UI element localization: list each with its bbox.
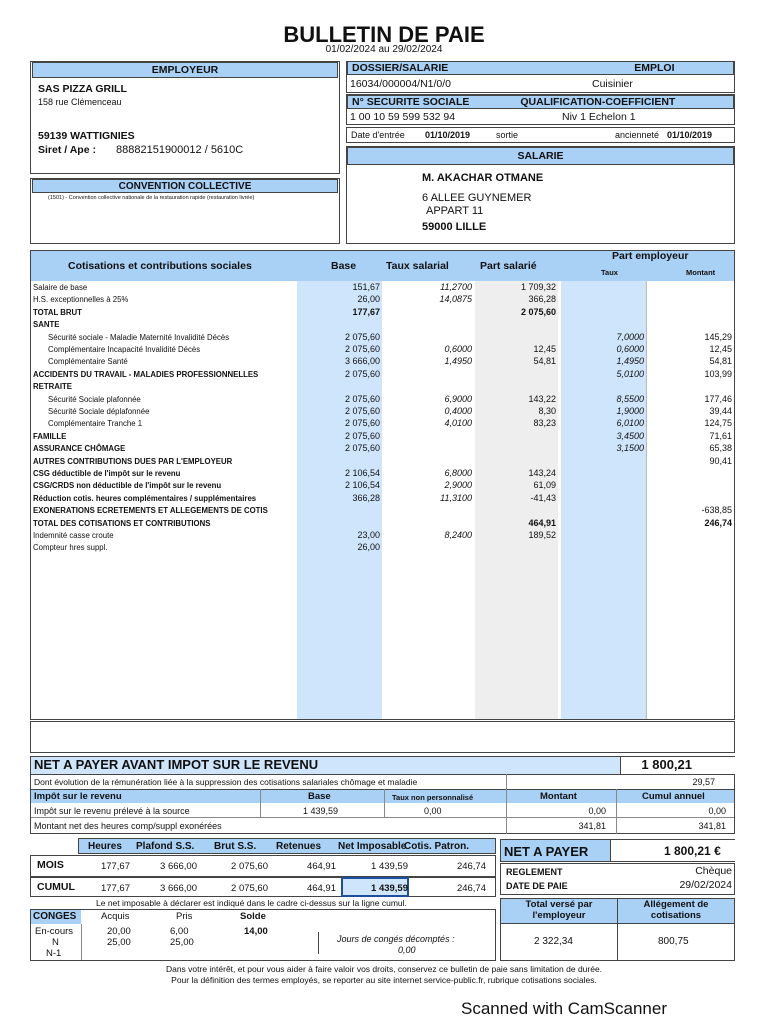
emploi-value: Cuisinier <box>592 78 633 90</box>
row-taux-salarial: 6,8000 <box>444 468 472 478</box>
impot-row1-cumul: 0,00 <box>708 806 726 816</box>
summary-cumul-5: 246,74 <box>456 883 486 894</box>
total-verse-label: Total versé par l'employeur <box>525 899 593 921</box>
row-taux-employeur: 6,0100 <box>616 418 644 429</box>
impot-montant-header: Montant <box>540 791 577 802</box>
seniority-label: ancienneté <box>615 130 660 140</box>
convention-text: (1501) - Convention collective nationale de la restauration rapide (restauration livrée) <box>48 195 255 201</box>
row-label: H.S. exceptionnelles à 25% <box>33 295 129 305</box>
row-label: TOTAL DES COTISATIONS ET CONTRIBUTIONS <box>33 518 211 528</box>
row-montant-employeur: 246,74 <box>704 517 732 528</box>
allegement-label: Allégement de cotisations <box>643 899 709 921</box>
impot-cumul-header: Cumul annuel <box>642 791 705 802</box>
impot-row1-montant: 0,00 <box>588 806 606 816</box>
summary-cumul-3: 464,91 <box>306 883 336 894</box>
row-label: Sécurité sociale - Maladie Maternité Invalidité Décès <box>48 332 230 342</box>
summary-mois-5: 246,74 <box>456 861 486 872</box>
conges-solde-header: Solde <box>240 911 266 922</box>
row-label: Sécurité Sociale plafonnée <box>48 394 141 404</box>
row-montant-employeur: -638,85 <box>701 505 732 516</box>
summary-header-3: Retenues <box>276 841 322 852</box>
col-taux-header: Taux salarial <box>386 260 449 272</box>
row-montant-employeur: 177,46 <box>704 393 732 404</box>
row-taux-salarial: 1,4950 <box>444 356 472 367</box>
employer-address: 158 rue Clémenceau <box>38 97 122 107</box>
page-title: BULLETIN DE PAIE <box>283 22 485 47</box>
row-part-salarie: 143,22 <box>528 393 556 404</box>
summary-cumul-2: 2 075,60 <box>231 883 268 894</box>
summary-cumul-1: 3 666,00 <box>160 883 197 894</box>
row-taux-employeur: 5,0100 <box>616 368 644 379</box>
row-taux-employeur: 1,9000 <box>616 406 644 416</box>
net-to-pay-amount: 1 800,21 <box>664 844 711 858</box>
employer-city: 59139 WATTIGNIES <box>38 130 135 142</box>
reglement-value: Chèque <box>695 865 732 877</box>
impot-row1-label: Impôt sur le revenu prélevé à la source <box>34 806 190 816</box>
conges-row-solde: 14,00 <box>244 926 268 937</box>
siret-label: Siret / Ape : <box>38 144 96 156</box>
row-taux-salarial: 6,9000 <box>444 393 472 404</box>
col-emp-header: Part employeur <box>612 250 689 262</box>
emploi-label: EMPLOI <box>634 62 675 74</box>
salarie-name: M. AKACHAR OTMANE <box>422 172 544 184</box>
row-base: 2 075,60 <box>344 344 380 354</box>
row-label: RETRAITE <box>33 382 72 392</box>
allegement-value: 800,75 <box>658 936 689 947</box>
row-montant-employeur: 145,29 <box>704 331 732 342</box>
row-montant-employeur: 103,99 <box>704 368 732 379</box>
dossier-header <box>347 61 734 75</box>
impot-row2-cumul: 341,81 <box>698 821 726 831</box>
summary-mois-1: 3 666,00 <box>160 861 197 872</box>
impot-row1-base: 1 439,59 <box>303 806 339 816</box>
exit-label: sortie <box>496 130 519 140</box>
row-base: 2 075,60 <box>344 430 380 441</box>
summary-header-0: Heures <box>88 841 122 852</box>
period-from: 01/02/2024 <box>325 44 376 55</box>
row-label: Réduction cotis. heures complémentaires / supplémentaires <box>33 493 257 503</box>
period-to: 29/02/2024 <box>392 44 443 55</box>
qualif-value: Niv 1 Echelon 1 <box>562 111 636 123</box>
conges-row-pris: 6,00 <box>170 926 189 937</box>
row-part-salarie: 366,28 <box>528 294 556 305</box>
col-emp-montant-header: Montant <box>686 268 716 277</box>
row-label: CSG déductible de l'impôt sur le revenu <box>33 469 181 478</box>
evolution-value: 29,57 <box>692 777 715 787</box>
total-verse-value: 2 322,34 <box>534 936 573 947</box>
row-label: TOTAL BRUT <box>33 307 82 317</box>
impot-vline-3 <box>506 774 507 834</box>
conges-vline <box>81 924 82 960</box>
row-part-salarie: 12,45 <box>533 344 556 354</box>
row-taux-employeur: 1,4950 <box>616 356 644 367</box>
jours-value: 0,00 <box>398 945 416 955</box>
summary-mois-4: 1 439,59 <box>371 861 408 872</box>
row-montant-employeur: 90,41 <box>709 455 732 466</box>
pay-date-label: DATE DE PAIE <box>506 881 568 891</box>
totals-vline <box>617 899 618 960</box>
impot-row2-montant: 341,81 <box>578 821 606 831</box>
summary-header-4: Net Imposable <box>338 841 407 852</box>
row-label: Complémentaire Santé <box>48 357 128 367</box>
row-base: 2 075,60 <box>344 393 380 404</box>
row-label: Indemnité casse croute <box>33 531 114 540</box>
row-taux-salarial: 2,9000 <box>444 480 472 491</box>
row-taux-salarial: 11,3100 <box>440 492 472 503</box>
dossier-label: DOSSIER/SALARIE <box>352 62 449 74</box>
row-taux-employeur: 7,0000 <box>616 331 644 342</box>
row-part-salarie: 54,81 <box>533 356 556 367</box>
row-part-salarie: -41,43 <box>530 492 556 503</box>
row-base: 3 666,00 <box>344 356 380 367</box>
row-label: Salaire de base <box>33 283 88 292</box>
row-montant-employeur: 124,75 <box>704 418 732 429</box>
row-montant-employeur: 54,81 <box>709 356 732 367</box>
row-taux-employeur: 8,5500 <box>616 393 644 404</box>
impot-base-header: Base <box>308 791 331 802</box>
entry-label: Date d'entrée <box>351 130 405 140</box>
impot-label: Impôt sur le revenu <box>34 791 122 802</box>
impot-taux-header: Taux non personnalisé <box>392 793 474 802</box>
impot-header-bar <box>31 789 734 803</box>
impot-row1-taux: 0,00 <box>424 806 442 816</box>
convention-header: CONVENTION COLLECTIVE <box>32 179 338 193</box>
summary-mois-label: MOIS <box>37 859 64 871</box>
row-part-salarie: 464,91 <box>528 517 556 528</box>
conges-row-acquis: 20,00 <box>107 926 131 937</box>
row-part-salarie: 83,23 <box>533 418 556 429</box>
conges-row-label: N-1 <box>46 948 62 959</box>
row-label: FAMILLE <box>33 431 67 441</box>
row-base: 151,67 <box>352 282 380 292</box>
salarie-city: 59000 LILLE <box>422 221 487 233</box>
conges-row-label: En-cours <box>35 926 74 937</box>
net-before-tax-label: NET A PAYER AVANT IMPOT SUR LE REVENU <box>34 757 319 772</box>
conges-row-label: N <box>52 937 59 948</box>
summary-cumul-4: 1 439,59 <box>371 883 408 894</box>
row-base: 26,00 <box>357 542 380 553</box>
row-base: 2 075,60 <box>344 418 380 429</box>
row-part-salarie: 61,09 <box>533 480 556 491</box>
row-label: Complémentaire Tranche 1 <box>48 419 143 429</box>
row-montant-employeur: 71,61 <box>709 430 732 441</box>
row-base: 2 106,54 <box>344 480 380 491</box>
impot-vline-4 <box>616 789 617 834</box>
row-montant-employeur: 12,45 <box>709 344 732 354</box>
pay-date-value: 29/02/2024 <box>679 879 732 891</box>
summary-header-2: Brut S.S. <box>214 841 257 852</box>
qualif-label: QUALIFICATION-COEFFICIENT <box>520 96 676 108</box>
row-label: Compteur hres suppl. <box>33 543 108 553</box>
row-label: Sécurité Sociale déplafonnée <box>48 407 150 416</box>
conges-row-pris: 25,00 <box>170 937 194 948</box>
row-label: EXONERATIONS ECRETEMENTS ET ALLEGEMENTS DE COTIS <box>33 506 268 516</box>
row-base: 177,67 <box>352 306 380 317</box>
camscanner-watermark: Scanned with CamScanner <box>461 999 668 1018</box>
summary-mois-0: 177,67 <box>100 861 130 872</box>
row-part-salarie: 1 709,32 <box>520 282 556 292</box>
period-sep: au <box>378 44 390 55</box>
salarie-addr1: 6 ALLEE GUYNEMER <box>422 192 532 204</box>
row-taux-salarial: 0,4000 <box>444 406 472 416</box>
spacer-box <box>30 721 735 753</box>
row-label: CSG/CRDS non déductible de l'impôt sur le revenu <box>33 481 222 491</box>
row-base: 26,00 <box>357 294 380 305</box>
totals-hline <box>501 923 734 924</box>
conges-row-acquis: 25,00 <box>107 937 131 948</box>
row-montant-employeur: 39,44 <box>709 406 732 416</box>
summary-note: Le net imposable à déclarer est indiqué dans le cadre ci-dessus sur la ligne cumul. <box>96 898 407 908</box>
impot-row2-label: Montant net des heures comp/suppl exonérées <box>34 821 222 831</box>
row-taux-salarial: 0,6000 <box>444 344 472 354</box>
row-base: 2 075,60 <box>344 443 380 454</box>
entry-value: 01/10/2019 <box>425 130 471 140</box>
row-part-salarie: 143,24 <box>528 468 556 478</box>
row-taux-employeur: 0,6000 <box>616 344 644 354</box>
row-base: 2 075,60 <box>344 331 380 342</box>
row-label: ACCIDENTS DU TRAVAIL - MALADIES PROFESSIONNELLES <box>33 369 259 379</box>
row-label: Complémentaire Incapacité Invalidité Décès <box>48 345 201 354</box>
dossier-value: 16034/000004/N1/0/0 <box>350 78 452 90</box>
summary-header-5: Cotis. Patron. <box>404 841 470 852</box>
employer-header: EMPLOYEUR <box>32 62 338 78</box>
currency-symbol: € <box>714 844 721 858</box>
net-to-pay-label: NET A PAYER <box>504 844 589 859</box>
row-part-salarie: 8,30 <box>538 406 556 416</box>
summary-header-1: Plafond S.S. <box>136 841 195 852</box>
conges-pris-header: Pris <box>176 911 193 922</box>
employer-name: SAS PIZZA GRILL <box>38 83 127 95</box>
col-emp-taux-header: Taux <box>601 268 618 277</box>
row-base: 2 075,60 <box>344 406 380 416</box>
salarie-addr2: APPART 11 <box>426 205 484 217</box>
row-taux-salarial: 11,2700 <box>440 282 472 292</box>
pay-period <box>0 44 768 55</box>
row-taux-salarial: 8,2400 <box>444 530 472 540</box>
row-base: 2 075,60 <box>344 368 380 379</box>
row-taux-employeur: 3,4500 <box>616 430 644 441</box>
jours-label: Jours de congés décomptés : <box>337 934 455 944</box>
conges-label: CONGES <box>33 911 77 922</box>
row-taux-employeur: 3,1500 <box>616 443 644 454</box>
row-base: 23,00 <box>357 530 380 540</box>
summary-cumul-0: 177,67 <box>100 883 130 894</box>
secu-label: N° SECURITE SOCIALE <box>352 96 470 108</box>
col-base-header: Base <box>331 260 357 272</box>
impot-grid <box>31 817 734 818</box>
net-before-tax-value: 1 800,21 <box>641 757 692 772</box>
summary-mois-2: 2 075,60 <box>231 861 268 872</box>
row-label: SANTE <box>33 320 60 330</box>
summary-cumul-label: CUMUL <box>37 881 75 893</box>
row-part-salarie: 189,52 <box>528 530 556 540</box>
row-taux-salarial: 14,0875 <box>439 294 472 305</box>
reglement-label: REGLEMENT <box>506 867 563 877</box>
salarie-header: SALARIE <box>347 147 734 165</box>
row-label: AUTRES CONTRIBUTIONS DUES PAR L'EMPLOYEUR <box>33 456 233 466</box>
jours-bracket <box>318 932 319 954</box>
col-label-header: Cotisations et contributions sociales <box>68 260 252 272</box>
col-part-header: Part salarié <box>480 260 537 272</box>
row-base: 366,28 <box>352 492 380 503</box>
row-base: 2 106,54 <box>344 468 380 478</box>
summary-mois-3: 464,91 <box>306 861 336 872</box>
row-montant-employeur: 65,38 <box>709 443 732 454</box>
footer-line1: Dans votre intérêt, et pour vous aider à faire valoir vos droits, conservez ce bulletin de paie sans limitation de durée. <box>165 964 603 974</box>
row-taux-salarial: 4,0100 <box>444 418 472 429</box>
net-to-pay-value <box>664 844 721 858</box>
siret-value: 88882151900012 / 5610C <box>116 144 244 156</box>
evolution-label: Dont évolution de la rémunération liée à la suppression des cotisations salariales chômage et maladie <box>34 777 418 787</box>
seniority-value: 01/10/2019 <box>667 130 713 140</box>
row-part-salarie: 2 075,60 <box>520 306 556 317</box>
impot-vline-2 <box>384 789 385 817</box>
impot-vline-1 <box>260 789 261 817</box>
evolution-line <box>31 774 734 775</box>
secu-header <box>347 95 734 109</box>
footer-line2: Pour la définition des termes employés, se reporter au site internet service-public.fr, rubrique cotisations sociales. <box>171 975 597 985</box>
secu-value: 1 00 10 59 599 532 94 <box>350 111 456 123</box>
row-label: ASSURANCE CHÔMAGE <box>33 444 126 454</box>
conges-acquis-header: Acquis <box>101 911 130 922</box>
